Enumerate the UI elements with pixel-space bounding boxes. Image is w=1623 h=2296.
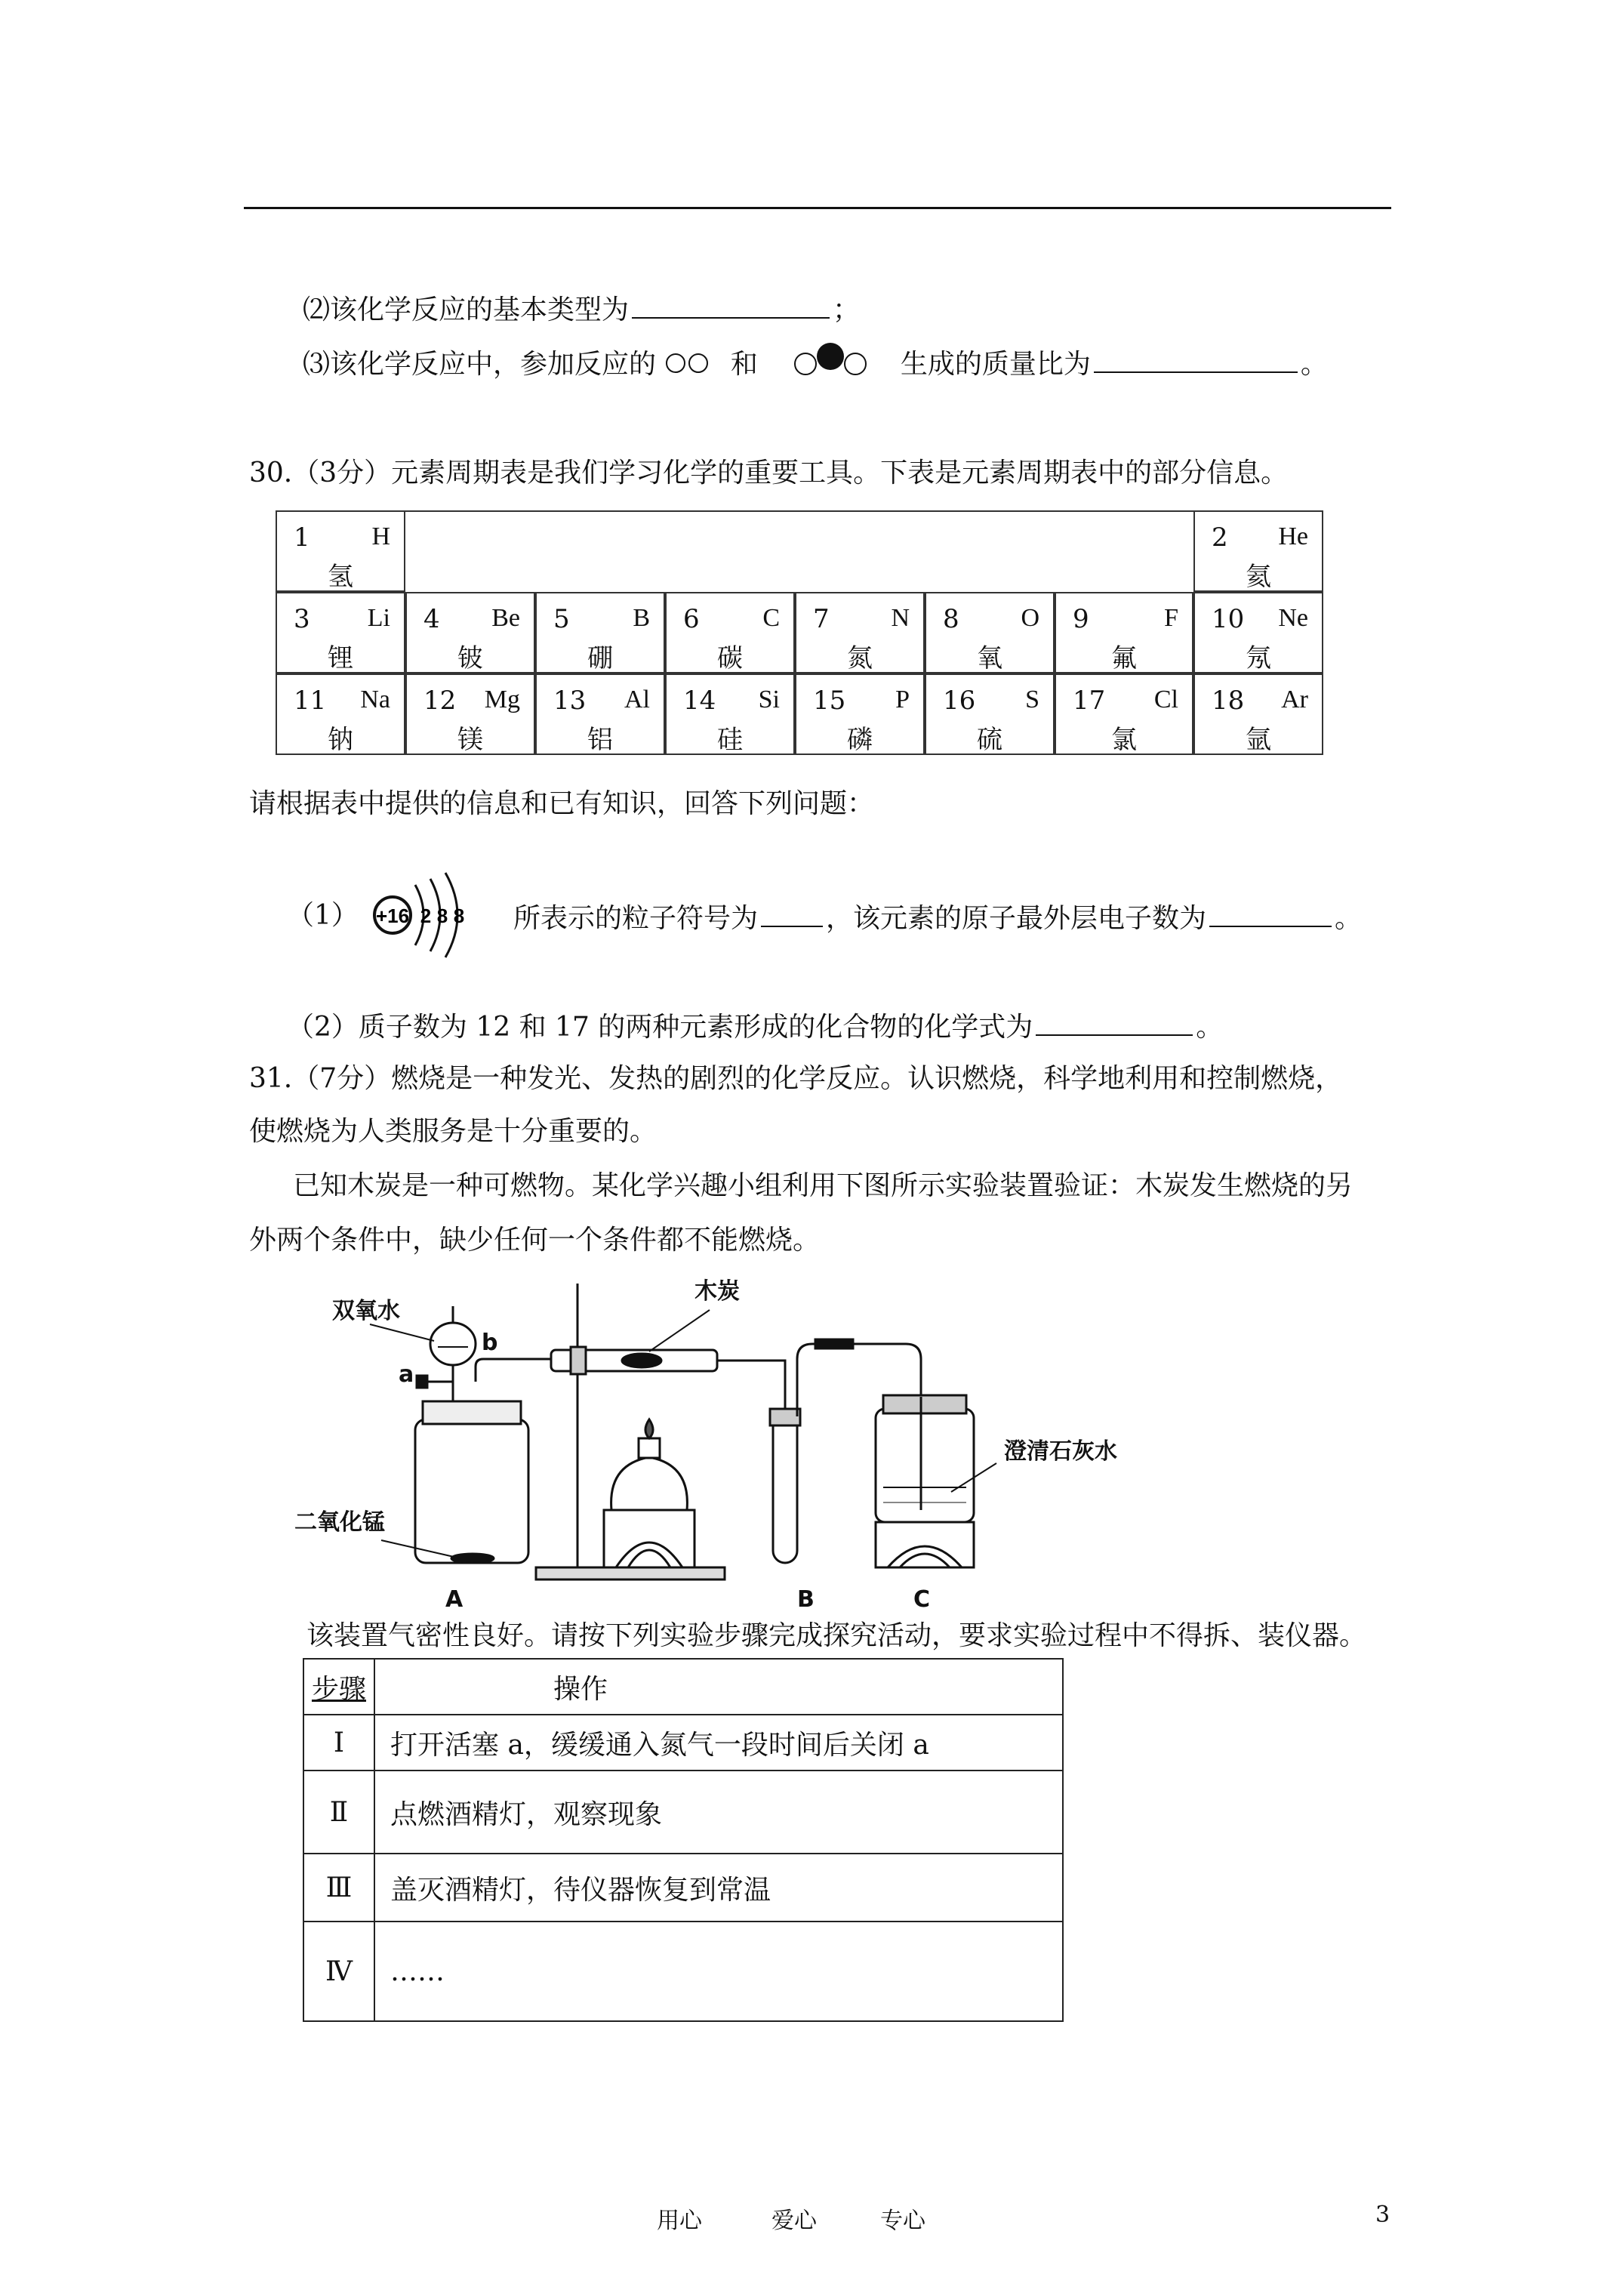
answer-blank-outer-electrons[interactable] <box>1209 900 1332 927</box>
label-b: b <box>482 1330 498 1356</box>
q31-line3: 已知木炭是一种可燃物。某化学兴趣小组利用下图所示实验装置验证：木炭发生燃烧的另 <box>293 1170 1354 1201</box>
element-cell-ar <box>1193 673 1323 755</box>
element-symbol: Be <box>491 604 520 632</box>
answer-blank-formula[interactable] <box>1036 1009 1193 1036</box>
step-number: Ⅱ <box>303 1771 374 1854</box>
element-name: 氩 <box>1246 725 1271 755</box>
q31-note: 该装置气密性良好。请按下列实验步骤完成探究活动，要求实验过程中不得拆、装仪器。 <box>306 1620 1367 1651</box>
element-name: 磷 <box>847 725 873 755</box>
element-number: 11 <box>294 686 327 716</box>
q29-item3-mid: 生成的质量比为 <box>900 349 1091 380</box>
footer-motto-1: 用心 <box>657 2208 702 2234</box>
periodic-table <box>276 510 1323 755</box>
q30-item2-end: 。 <box>1196 1012 1224 1043</box>
element-number: 18 <box>1212 686 1245 716</box>
element-cell-na <box>276 673 405 755</box>
answer-blank-particle-symbol[interactable] <box>761 900 823 927</box>
bottle-c <box>876 1409 974 1522</box>
element-name: 氟 <box>1111 643 1137 673</box>
label-mno2: 二氧化锰 <box>294 1509 385 1536</box>
q29-item3-suffix: 。 <box>1300 349 1328 380</box>
element-symbol: C <box>762 604 780 632</box>
element-symbol: Ar <box>1281 686 1308 713</box>
element-number: 17 <box>1073 686 1106 716</box>
charcoal <box>622 1354 661 1367</box>
element-number: 2 <box>1212 522 1228 553</box>
separatory-funnel <box>430 1323 476 1365</box>
element-number: 16 <box>943 686 976 716</box>
step-number: Ⅲ <box>303 1854 374 1922</box>
shell-electrons-2: 8 <box>436 905 448 927</box>
element-cell-n <box>795 592 925 673</box>
label-apparatus-b: B <box>797 1586 815 1613</box>
q31-line4: 外两个条件中，缺少任何一个条件都不能燃烧。 <box>249 1225 821 1256</box>
molecule-two-white-atoms-icon <box>664 350 713 376</box>
element-symbol: Na <box>360 686 390 713</box>
nucleus-charge: +16 <box>375 905 410 927</box>
element-cell-s <box>925 673 1055 755</box>
q30-item1-label: （1） <box>287 900 359 931</box>
element-number: 5 <box>553 604 570 634</box>
element-name: 硫 <box>977 725 1002 755</box>
element-number: 4 <box>423 604 440 634</box>
element-name: 氢 <box>328 562 353 592</box>
q30-item1-text <box>513 900 1362 934</box>
element-symbol: N <box>891 604 910 632</box>
step-number: Ⅰ <box>303 1715 374 1771</box>
element-name: 铝 <box>587 725 613 755</box>
element-symbol: Ne <box>1278 604 1308 632</box>
element-cell-f <box>1055 592 1193 673</box>
element-name: 镁 <box>457 725 483 755</box>
element-number: 8 <box>943 604 959 634</box>
answer-blank-mass-ratio[interactable] <box>1094 346 1298 373</box>
periodic-table-top-gap <box>405 510 1193 592</box>
element-name: 氦 <box>1246 562 1271 592</box>
q30-item2-text: （2）质子数为 12 和 17 的两种元素形成的化合物的化学式为 <box>287 1012 1033 1043</box>
label-stopcock-a: a <box>399 1361 414 1388</box>
element-number: 10 <box>1212 604 1245 634</box>
element-symbol: Cl <box>1153 686 1178 713</box>
element-number: 12 <box>423 686 457 716</box>
element-symbol: P <box>895 686 910 713</box>
element-symbol: S <box>1025 686 1039 713</box>
shell-electrons-1: 2 <box>420 905 432 927</box>
stopcock-a <box>417 1376 427 1388</box>
bottle-a <box>415 1419 528 1563</box>
q30-intro: 请根据表中提供的信息和已有知识，回答下列问题： <box>249 788 875 819</box>
iron-stand-base <box>536 1567 725 1579</box>
element-number: 9 <box>1073 604 1089 634</box>
element-cell-he <box>1193 510 1323 592</box>
step-operation: 点燃酒精灯，观察现象 <box>374 1771 1063 1854</box>
q30-item2 <box>287 1009 1223 1043</box>
q31-line2: 使燃烧为人类服务是十分重要的。 <box>249 1116 658 1147</box>
element-number: 6 <box>683 604 700 634</box>
steps-header-step: 步骤 <box>303 1659 374 1715</box>
step-number: Ⅳ <box>303 1922 374 2021</box>
footer-motto-2: 爱心 <box>771 2208 817 2234</box>
q29-item3-prefix: ⑶该化学反应中，参加反应的 <box>303 349 657 380</box>
label-limewater: 澄清石灰水 <box>1004 1438 1117 1465</box>
label-h2o2: 双氧水 <box>332 1298 400 1324</box>
label-apparatus-c: C <box>913 1586 931 1613</box>
element-name: 氖 <box>1246 643 1271 673</box>
shell-electrons-3: 8 <box>453 905 465 927</box>
element-number: 3 <box>294 604 310 634</box>
element-symbol: Al <box>624 686 650 713</box>
element-cell-o <box>925 592 1055 673</box>
q30-item1-text-a: 所表示的粒子符号为 <box>513 903 759 934</box>
element-name: 钠 <box>328 725 353 755</box>
element-cell-c <box>665 592 795 673</box>
element-number: 14 <box>683 686 716 716</box>
step-operation: 打开活塞 a，缓缓通入氮气一段时间后关闭 a <box>374 1715 1063 1771</box>
steps-table <box>303 1658 1064 2022</box>
q29-item3 <box>303 341 1328 381</box>
bottle-a-stopper <box>423 1401 521 1424</box>
element-symbol: H <box>371 522 390 550</box>
test-tube-b <box>773 1412 797 1563</box>
element-symbol: He <box>1278 522 1308 550</box>
element-cell-b <box>535 592 665 673</box>
element-cell-al <box>535 673 665 755</box>
element-cell-li <box>276 592 405 673</box>
element-cell-be <box>405 592 535 673</box>
atom-structure-diagram <box>367 868 488 959</box>
element-number: 1 <box>294 522 310 553</box>
q30-heading: 30.（3分）元素周期表是我们学习化学的重要工具。下表是元素周期表中的部分信息。 <box>249 458 1289 488</box>
experiment-apparatus-figure <box>287 1268 1117 1616</box>
q29-item2-prefix: ⑵该化学反应的基本类型为 <box>303 294 630 325</box>
molecule-white-black-white-icon <box>789 341 872 381</box>
element-cell-p <box>795 673 925 755</box>
element-cell-si <box>665 673 795 755</box>
answer-blank-type[interactable] <box>632 291 830 319</box>
step-operation: 盖灭酒精灯，待仪器恢复到常温 <box>374 1854 1063 1922</box>
element-name: 氮 <box>847 643 873 673</box>
q29-item2-suffix: ； <box>833 294 861 325</box>
steps-header-operation: 操作 <box>374 1659 1063 1715</box>
element-cell-ne <box>1193 592 1323 673</box>
label-charcoal: 木炭 <box>694 1278 740 1305</box>
element-name: 碳 <box>717 643 743 673</box>
element-symbol: O <box>1021 604 1039 632</box>
element-symbol: Si <box>758 686 780 713</box>
element-cell-h <box>276 510 405 592</box>
element-number: 13 <box>553 686 587 716</box>
element-name: 铍 <box>457 643 483 673</box>
element-number: 15 <box>813 686 846 716</box>
q30-item1-text-b: ，该元素的原子最外层电子数为 <box>826 903 1207 934</box>
element-name: 氯 <box>1111 725 1137 755</box>
q29-item2 <box>303 291 860 325</box>
step-operation: …… <box>374 1922 1063 2021</box>
element-symbol: Li <box>367 604 390 632</box>
element-symbol: Mg <box>484 686 520 713</box>
header-rule <box>244 207 1391 209</box>
element-name: 锂 <box>328 643 353 673</box>
element-cell-mg <box>405 673 535 755</box>
element-name: 硅 <box>717 725 743 755</box>
q30-item1-end: 。 <box>1335 903 1363 934</box>
q29-item3-and: 和 <box>730 349 758 380</box>
element-cell-cl <box>1055 673 1193 755</box>
element-number: 7 <box>813 604 830 634</box>
element-symbol: B <box>633 604 650 632</box>
element-name: 氧 <box>977 643 1002 673</box>
page-number: 3 <box>1375 2202 1390 2228</box>
alcohol-lamp <box>611 1457 688 1510</box>
element-symbol: F <box>1164 604 1178 632</box>
rubber-tube-clamp <box>815 1339 853 1348</box>
q31-line1: 31.（7分）燃烧是一种发光、发热的剧烈的化学反应。认识燃烧，科学地利用和控制燃烧， <box>249 1063 1343 1094</box>
stand-c <box>876 1522 974 1567</box>
label-apparatus-a: A <box>445 1586 463 1613</box>
element-name: 硼 <box>587 643 613 673</box>
footer-motto-3: 专心 <box>880 2208 925 2234</box>
